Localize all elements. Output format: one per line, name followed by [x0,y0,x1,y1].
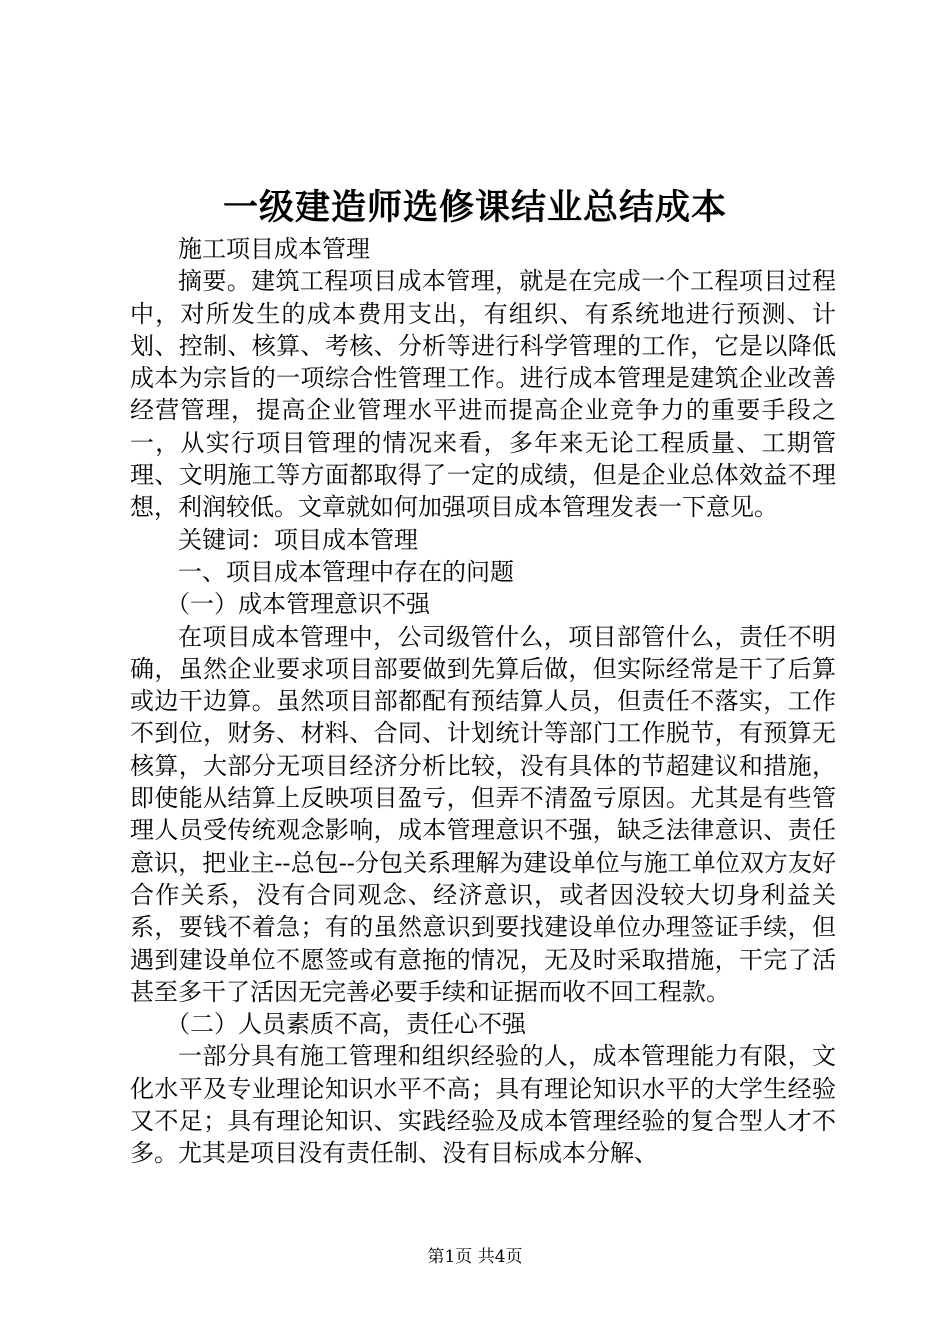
keywords-line: 关键词：项目成本管理 [178,525,418,554]
abstract-paragraph: 摘要。建筑工程项目成本管理，就是在完成一个工程项目过程中，对所发生的成本费用支出，有组织、有系统地进行预测、计划、控制、核算、考核、分析等进行科学管理的工作，它是以降低成本为宗旨的一项综合性管理工作。进行成本管理是建筑企业改善经营管理，提高企业管理水平进而提高企业竞争力的重要手段之一，从实行项目管理的情况来看，多年来无论工程质量、工期管理、文明施工等方面都取得了一定的成绩，但是企业总体效益不理想，利润较低。文章就如何加强项目成本管理发表一下意见。 [130,267,836,522]
body-paragraph-1: 在项目成本管理中，公司级管什么，项目部管什么，责任不明确，虽然企业要求项目部要做到先算后做，但实际经常是干了后算或边干边算。虽然项目部都配有预结算人员，但责任不落实，工作不到位，财务、材料、合同、计划统计等部门工作脱节，有预算无核算，大部分无项目经济分析比较，没有具体的节超建议和措施，即使能从结算上反映项目盈亏，但弄不清盈亏原因。尤其是有些管理人员受传统观念影响，成本管理意识不强，缺乏法律意识、责任意识，把业主--总包--分包关系理解为建设单位与施工单位双方友好合作关系，没有合同观念、经济意识，或者因没较大切身利益关系，要钱不着急；有的虽然意识到要找建设单位办理签证手续，但遇到建设单位不愿签或有意拖的情况，无及时采取措施，干完了活甚至多干了活因无完善必要手续和证据而收不回工程款。 [130,622,836,1006]
subsection-heading-1: （一）成本管理意识不强 [166,590,430,619]
page-number-footer: 第1页 共4页 [427,1247,523,1267]
chapter-heading: 一、项目成本管理中存在的问题 [178,557,514,586]
body-paragraph-2: 一部分具有施工管理和组织经验的人，成本管理能力有限，文化水平及专业理论知识水平不高；具有理论知识水平的大学生经验又不足；具有理论知识、实践经验及成本管理经验的复合型人才不多。尤其是项目没有责任制、没有目标成本分解、 [130,1042,836,1168]
subsection-heading-2: （二）人员素质不高，责任心不强 [166,1010,526,1039]
section-heading: 施工项目成本管理 [178,235,370,263]
document-body [130,233,836,1170]
document-title: 一级建造师选修课结业总结成本 [222,187,727,228]
